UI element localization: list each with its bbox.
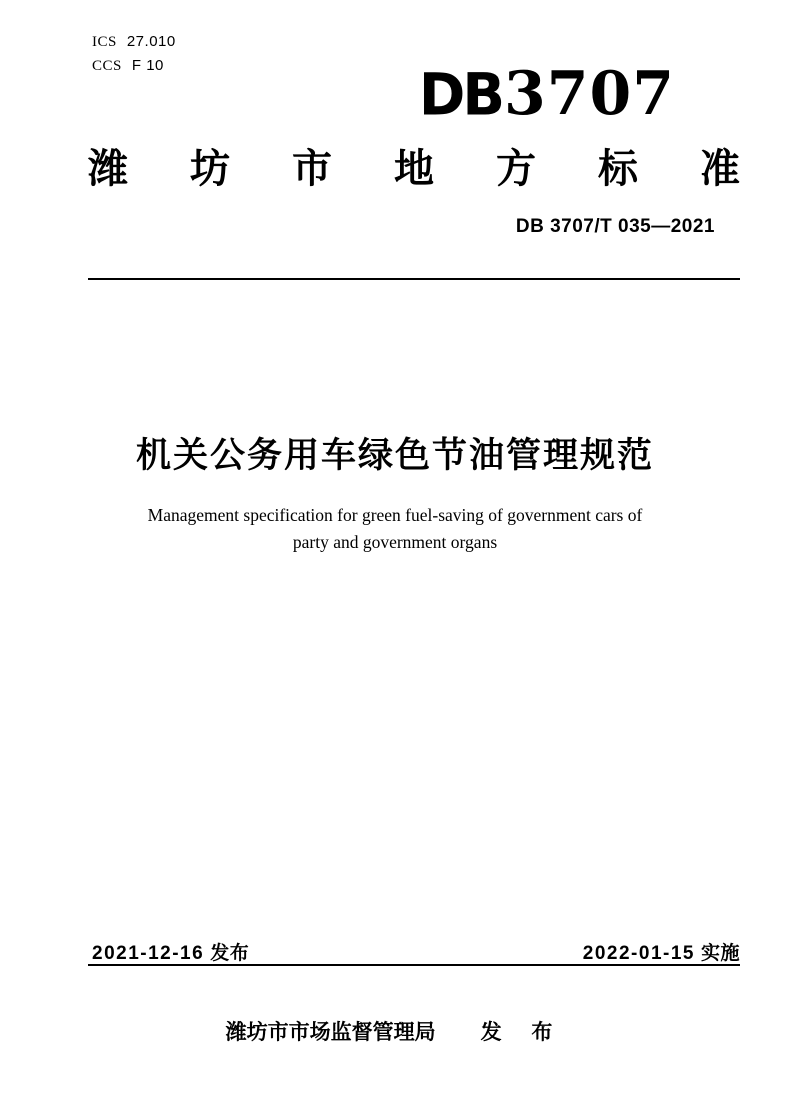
implement-date: 2022-01-15 xyxy=(582,943,695,964)
standard-type-char: 市 xyxy=(292,147,332,191)
classification-codes xyxy=(92,30,176,78)
issue-date-group xyxy=(92,938,249,965)
db-standard-logo xyxy=(418,59,675,138)
standard-type-title xyxy=(88,146,740,192)
standard-type-char: 坊 xyxy=(190,147,230,191)
implement-label: 实施 xyxy=(700,943,740,964)
publisher-name: 潍坊市市场监督管理局 xyxy=(225,1021,436,1044)
issue-label: 发布 xyxy=(210,943,250,964)
date-row xyxy=(92,938,740,965)
document-title-english xyxy=(95,502,695,556)
logo-db-prefix: DB xyxy=(418,61,502,130)
header-divider-line xyxy=(88,278,740,280)
ics-value: 27.010 xyxy=(126,33,176,50)
standard-type-char: 潍 xyxy=(88,147,128,191)
standard-type-char: 准 xyxy=(700,147,740,191)
standard-type-char: 地 xyxy=(394,147,434,191)
english-title-line1: Management specification for green fuel-saving of government cars of xyxy=(147,505,643,525)
english-title-line2: party and government organs xyxy=(292,532,498,552)
ics-line xyxy=(92,30,176,54)
ccs-label: CCS xyxy=(92,58,122,74)
ics-label: ICS xyxy=(92,34,117,50)
ccs-value: F 10 xyxy=(131,57,164,74)
footer-divider-line xyxy=(88,964,740,966)
ccs-line xyxy=(92,54,176,78)
standard-number: DB 3707/T 035—2021 xyxy=(515,216,715,237)
document-title-chinese: 机关公务用车绿色节油管理规范 xyxy=(135,436,654,475)
publish-action-label: 发 布 xyxy=(480,1021,565,1044)
issue-date: 2021-12-16 xyxy=(92,943,205,964)
logo-region-code: 3707 xyxy=(504,59,675,129)
implement-date-group xyxy=(583,938,740,965)
publisher-row xyxy=(0,1016,790,1046)
standard-type-char: 标 xyxy=(598,147,638,191)
standard-type-char: 方 xyxy=(496,147,536,191)
